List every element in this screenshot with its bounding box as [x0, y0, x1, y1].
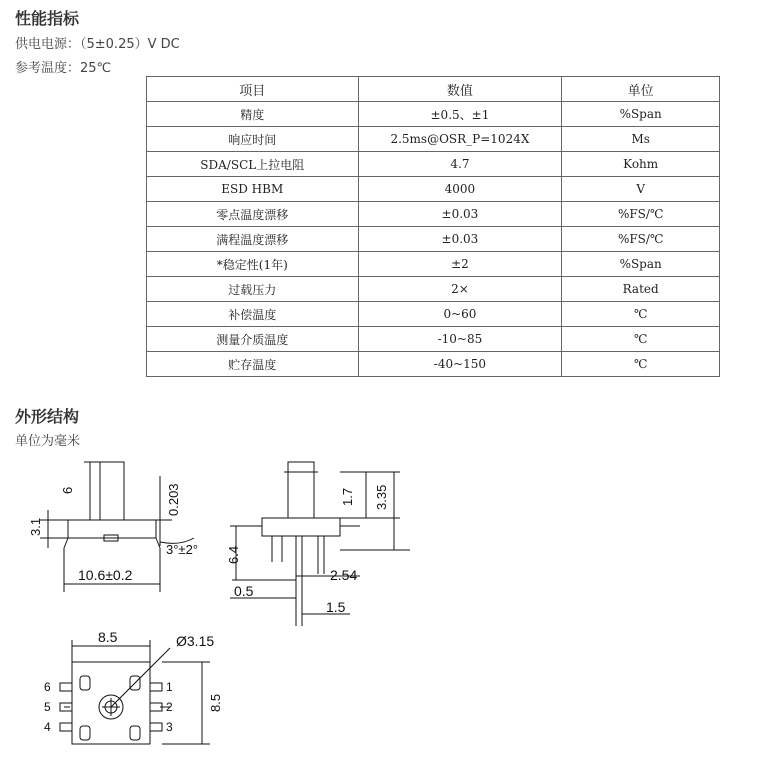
table-row — [147, 227, 720, 252]
bottom-view — [60, 640, 210, 744]
table-row — [147, 302, 720, 327]
row-item: 测量介质温度 — [147, 327, 359, 352]
side-dim-thickness: 0.203 — [166, 483, 181, 516]
row-value: ±0.03 — [358, 202, 562, 227]
reference-temperature-text: 参考温度：25℃ — [15, 61, 112, 76]
row-item: 过载压力 — [147, 277, 359, 302]
supply-voltage-text: 供电电源：（5±0.25）V DC — [15, 37, 180, 52]
row-unit: Ms — [562, 127, 720, 152]
front-dim-6-4: 6.4 — [226, 545, 241, 564]
front-dim-2-54: 2.54 — [330, 567, 358, 583]
spec-table — [146, 76, 720, 377]
table-row — [147, 252, 720, 277]
bottom-dim-width: 8.5 — [98, 629, 118, 645]
table-header-row — [147, 77, 720, 102]
table-row — [147, 177, 720, 202]
pin-label-1: 1 — [166, 680, 173, 694]
side-dim-angle: 3°±2° — [166, 542, 198, 557]
row-unit: Rated — [562, 277, 720, 302]
row-value: 4.7 — [358, 152, 562, 177]
header-value: 数值 — [358, 77, 562, 102]
row-item: 零点温度漂移 — [147, 202, 359, 227]
pin-label-4: 4 — [44, 720, 51, 734]
row-item: 满程温度漂移 — [147, 227, 359, 252]
row-item: 精度 — [147, 102, 359, 127]
table-row — [147, 327, 720, 352]
row-unit: Kohm — [562, 152, 720, 177]
row-unit: ℃ — [562, 302, 720, 327]
bottom-dim-diameter: Ø3.15 — [176, 633, 215, 649]
row-unit: %FS/℃ — [562, 227, 720, 252]
row-item: SDA/SCL上拉电阻 — [147, 152, 359, 177]
header-item: 项目 — [147, 77, 359, 102]
table-row — [147, 152, 720, 177]
front-dim-3-35: 3.35 — [374, 484, 389, 510]
row-value: ±2 — [358, 252, 562, 277]
row-value: 2.5ms@OSR_P=1024X — [358, 127, 562, 152]
row-unit: ℃ — [562, 352, 720, 377]
dimension-drawing — [0, 450, 783, 780]
header-unit: 单位 — [562, 77, 720, 102]
row-unit: %Span — [562, 102, 720, 127]
row-unit: %FS/℃ — [562, 202, 720, 227]
row-value: ±0.5、±1 — [358, 102, 562, 127]
table-row — [147, 127, 720, 152]
side-dim-body: 3.1 — [28, 517, 43, 536]
pin-label-2: 2 — [166, 700, 173, 714]
front-dim-1-7: 1.7 — [340, 487, 355, 506]
row-item: 响应时间 — [147, 127, 359, 152]
table-row — [147, 352, 720, 377]
pin-label-5: 5 — [44, 700, 51, 714]
row-item: 补偿温度 — [147, 302, 359, 327]
section-title-dimensions: 外形结构 — [15, 407, 80, 426]
front-dim-0-5: 0.5 — [234, 583, 254, 599]
row-unit: ℃ — [562, 327, 720, 352]
pin-label-6: 6 — [44, 680, 51, 694]
row-item: ESD HBM — [147, 177, 359, 202]
row-value: -40~150 — [358, 352, 562, 377]
row-value: 0~60 — [358, 302, 562, 327]
row-value: -10~85 — [358, 327, 562, 352]
side-dim-width: 10.6±0.2 — [78, 567, 133, 583]
row-unit: %Span — [562, 252, 720, 277]
row-item: 贮存温度 — [147, 352, 359, 377]
row-unit: V — [562, 177, 720, 202]
table-row — [147, 277, 720, 302]
table-row — [147, 102, 720, 127]
table-row — [147, 202, 720, 227]
row-item: *稳定性(1年) — [147, 252, 359, 277]
pin-label-3: 3 — [166, 720, 173, 734]
bottom-dim-height: 8.5 — [208, 693, 223, 712]
section-title-performance: 性能指标 — [15, 9, 80, 28]
row-value: ±0.03 — [358, 227, 562, 252]
row-value: 4000 — [358, 177, 562, 202]
row-value: 2× — [358, 277, 562, 302]
front-dim-1-5: 1.5 — [326, 599, 346, 615]
unit-note: 单位为毫米 — [15, 434, 81, 449]
side-dim-height: 6 — [60, 486, 75, 494]
